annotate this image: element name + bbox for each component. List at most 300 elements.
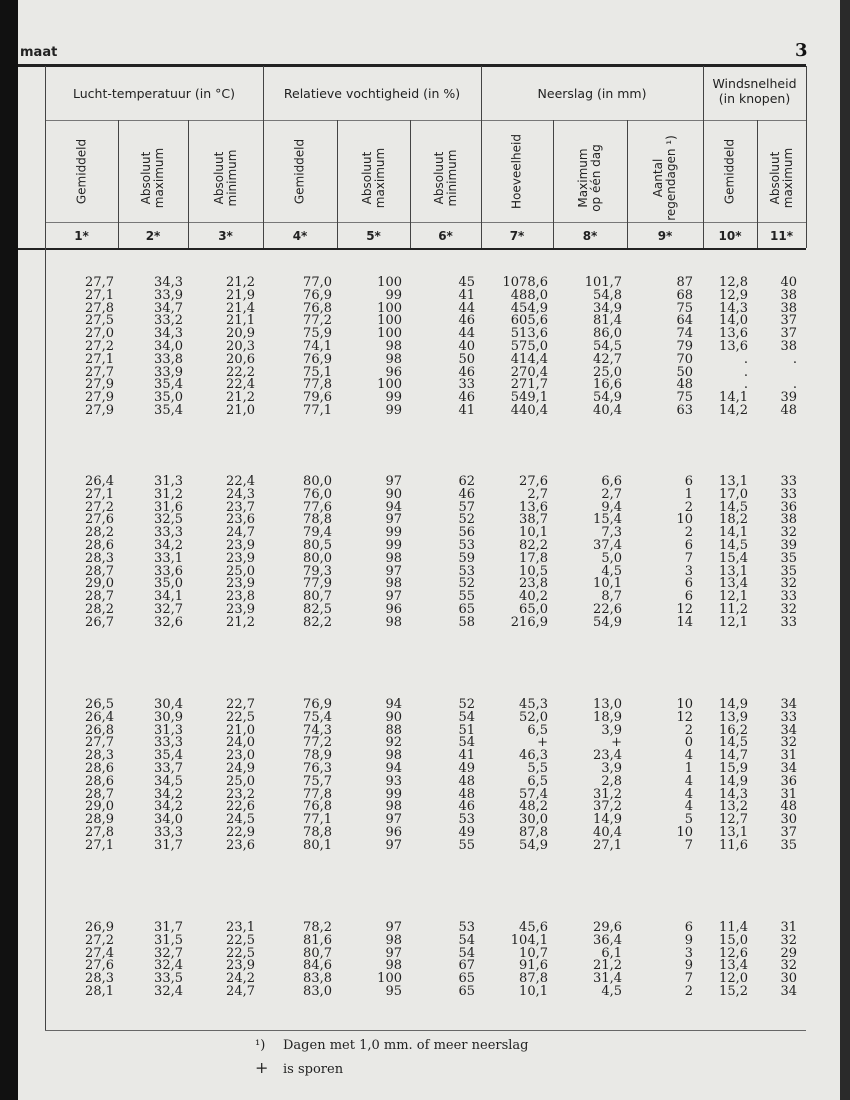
table-cell: 31,3 bbox=[154, 474, 183, 489]
table-cell: 34 bbox=[780, 983, 797, 999]
table-cell: 454,9 bbox=[510, 300, 548, 316]
table-cell: 84,6 bbox=[303, 958, 332, 974]
table-cell: 27,9 bbox=[85, 402, 114, 418]
table-cell: 2 bbox=[684, 525, 693, 541]
table-cell: 14,7 bbox=[719, 748, 748, 764]
table-cell: 57 bbox=[458, 499, 475, 515]
table-cell: 76,9 bbox=[303, 287, 332, 303]
table-cell: 35,4 bbox=[154, 402, 183, 418]
table-cell: 28,6 bbox=[85, 537, 114, 553]
table-cell: 79,4 bbox=[303, 525, 332, 541]
table-cell: 21,2 bbox=[593, 958, 622, 974]
table-cell: 32 bbox=[780, 525, 797, 541]
data-block-3 bbox=[45, 699, 806, 853]
table-cell: 6,1 bbox=[601, 945, 622, 961]
table-cell: 14,9 bbox=[719, 697, 748, 712]
table-cell: 29 bbox=[780, 945, 797, 961]
scan-edge bbox=[0, 0, 18, 1100]
table-cell: 74 bbox=[676, 326, 693, 342]
table-cell: 36 bbox=[780, 773, 797, 789]
data-block-1 bbox=[45, 277, 806, 418]
table-cell: 98 bbox=[385, 932, 402, 948]
table-cell: 36 bbox=[780, 499, 797, 515]
column-header: Gemiddeld bbox=[74, 138, 88, 205]
table-cell: 28,3 bbox=[85, 748, 114, 764]
table-cell: 34,2 bbox=[154, 799, 183, 815]
group-humidity: Relatieve vochtigheid (in %) bbox=[283, 86, 461, 101]
table-cell: . bbox=[743, 351, 748, 367]
table-cell: 21,2 bbox=[226, 390, 255, 406]
table-cell: 77,1 bbox=[303, 812, 332, 828]
table-cell: 440,4 bbox=[510, 402, 548, 418]
table-cell: 54 bbox=[458, 735, 475, 751]
column-number: 8* bbox=[582, 229, 598, 243]
table-cell: 77,9 bbox=[303, 576, 332, 592]
table-cell: 216,9 bbox=[510, 614, 548, 630]
table-cell: 94 bbox=[385, 760, 402, 776]
table-cell: 5,5 bbox=[527, 760, 548, 776]
table-cell: 78,9 bbox=[303, 748, 332, 764]
table-cell: 45,3 bbox=[519, 697, 548, 712]
table-cell: 18,9 bbox=[593, 709, 622, 725]
table-cell: 36,4 bbox=[593, 932, 622, 948]
table-cell: 27,9 bbox=[85, 390, 114, 406]
table-cell: 33 bbox=[780, 474, 797, 489]
table-cell: 6 bbox=[684, 920, 693, 935]
table-cell: 99 bbox=[385, 537, 402, 553]
column-header: Gemiddeld bbox=[292, 138, 307, 205]
table-cell: 32,7 bbox=[154, 945, 183, 961]
table-cell: 27,4 bbox=[85, 945, 114, 961]
table-cell: 32,6 bbox=[154, 614, 183, 630]
table-cell: 40,4 bbox=[593, 824, 622, 840]
table-cell: 27,2 bbox=[85, 499, 114, 515]
table-cell: 30,9 bbox=[154, 709, 183, 725]
table-cell: + bbox=[611, 735, 622, 751]
table-cell: 65,0 bbox=[519, 601, 548, 617]
table-cell: 24,0 bbox=[226, 735, 255, 751]
table-cell: 23,0 bbox=[226, 748, 255, 764]
table-cell: 38 bbox=[780, 300, 797, 316]
table-cell: 22,5 bbox=[226, 709, 255, 725]
running-title: maat bbox=[20, 45, 58, 60]
table-cell: 28,7 bbox=[85, 786, 114, 802]
table-cell: 32 bbox=[780, 576, 797, 592]
table-cell: 48 bbox=[676, 377, 693, 393]
table-cell: 22,6 bbox=[226, 799, 255, 815]
table-cell: 54,9 bbox=[519, 837, 548, 853]
table-cell: 17,0 bbox=[719, 486, 748, 502]
table-cell: 27,6 bbox=[85, 958, 114, 974]
footnote-text: is sporen bbox=[283, 1062, 344, 1077]
table-cell: 15,4 bbox=[593, 512, 622, 528]
table-cell: 65 bbox=[458, 971, 475, 987]
table-cell: 76,9 bbox=[303, 697, 332, 712]
table-cell: 13,2 bbox=[719, 799, 748, 815]
table-cell: 29,0 bbox=[85, 576, 114, 592]
table-cell: 27,8 bbox=[85, 300, 114, 316]
table-cell: 46 bbox=[458, 486, 475, 502]
table-cell: 34,2 bbox=[154, 786, 183, 802]
table-cell: 87 bbox=[676, 275, 693, 290]
table-cell: 34 bbox=[780, 760, 797, 776]
table-cell: 15,0 bbox=[719, 932, 748, 948]
top-rule bbox=[18, 64, 806, 67]
table-cell: 28,1 bbox=[85, 983, 114, 999]
table-cell: 7 bbox=[684, 971, 693, 987]
table-cell: 24,7 bbox=[226, 983, 255, 999]
table-cell: 22,6 bbox=[593, 601, 622, 617]
table-cell: 65 bbox=[458, 983, 475, 999]
table-cell: 53 bbox=[458, 920, 475, 935]
table-cell: 27,1 bbox=[593, 837, 622, 853]
table-cell: 98 bbox=[385, 576, 402, 592]
table-cell: 33 bbox=[780, 614, 797, 630]
table-cell: 25,0 bbox=[226, 773, 255, 789]
table-cell: 46 bbox=[458, 313, 475, 329]
table-cell: 488,0 bbox=[510, 287, 548, 303]
table-cell: 99 bbox=[385, 287, 402, 303]
table-cell: 24,9 bbox=[226, 760, 255, 776]
table-cell: 2,7 bbox=[527, 486, 548, 502]
table-cell: 34 bbox=[780, 697, 797, 712]
table-cell: 97 bbox=[385, 474, 402, 489]
table-cell: 30,4 bbox=[154, 697, 183, 712]
table-cell: 14,5 bbox=[719, 735, 748, 751]
table-cell: 605,6 bbox=[510, 313, 548, 329]
table-cell: 35,0 bbox=[154, 576, 183, 592]
column-number: 5* bbox=[366, 229, 381, 243]
table-cell: 6 bbox=[684, 589, 693, 605]
table-cell: 32 bbox=[780, 601, 797, 617]
table-cell: 80,1 bbox=[303, 837, 332, 853]
table-cell: 33,3 bbox=[154, 824, 183, 840]
table-cell: 65 bbox=[458, 601, 475, 617]
table-cell bbox=[757, 367, 806, 380]
table-cell: 5 bbox=[684, 812, 693, 828]
table-cell: 31 bbox=[780, 786, 797, 802]
table-cell: 23,8 bbox=[226, 589, 255, 605]
table-cell: 14,2 bbox=[719, 402, 748, 418]
table-cell: 21,2 bbox=[226, 614, 255, 630]
table-cell: 26,5 bbox=[85, 697, 114, 712]
table-cell: 14,5 bbox=[719, 537, 748, 553]
table-cell: 22,7 bbox=[226, 697, 255, 712]
table-cell: 33 bbox=[780, 486, 797, 502]
table-cell: 96 bbox=[385, 824, 402, 840]
table-cell: 38 bbox=[780, 287, 797, 303]
table-cell: 11,2 bbox=[719, 601, 748, 617]
table-cell: 42,7 bbox=[593, 351, 622, 367]
table-cell: 77,8 bbox=[303, 377, 332, 393]
table-cell: 26,4 bbox=[85, 709, 114, 725]
table-cell: 94 bbox=[385, 499, 402, 515]
table-cell: 10,5 bbox=[519, 563, 548, 579]
table-cell: 83,8 bbox=[303, 971, 332, 987]
table-cell: 24,7 bbox=[226, 525, 255, 541]
table-cell: 10,1 bbox=[519, 983, 548, 999]
table-cell: 56 bbox=[458, 525, 475, 541]
table-cell: 9 bbox=[684, 958, 693, 974]
table-cell: 33,1 bbox=[154, 550, 183, 566]
column-header: Absoluut maximum bbox=[359, 147, 387, 209]
table-cell: 31,2 bbox=[154, 486, 183, 502]
table-cell: 100 bbox=[377, 275, 402, 290]
table-cell: 80,7 bbox=[303, 589, 332, 605]
table-cell: 7,3 bbox=[601, 525, 622, 541]
table-cell: 23,4 bbox=[593, 748, 622, 764]
table-cell: 23,7 bbox=[226, 499, 255, 515]
table-cell: 75 bbox=[676, 390, 693, 406]
table-cell: 23,2 bbox=[226, 786, 255, 802]
column-divider bbox=[806, 66, 807, 248]
table-cell: 96 bbox=[385, 601, 402, 617]
table-cell: 58 bbox=[458, 614, 475, 630]
table-cell: 14,3 bbox=[719, 300, 748, 316]
table-cell: 33,2 bbox=[154, 313, 183, 329]
table-cell: 10,1 bbox=[519, 525, 548, 541]
table-cell: 40 bbox=[780, 275, 797, 290]
table-cell: 100 bbox=[377, 326, 402, 342]
table-cell: . bbox=[743, 364, 748, 380]
table-cell: 54,9 bbox=[593, 614, 622, 630]
table-cell: 3 bbox=[684, 563, 693, 579]
table-cell: 23,9 bbox=[226, 958, 255, 974]
table-cell: 41 bbox=[458, 402, 475, 418]
table-cell: 35 bbox=[780, 837, 797, 853]
table-cell: 45,6 bbox=[519, 920, 548, 935]
table-cell: 37 bbox=[780, 313, 797, 329]
table-cell: 31,6 bbox=[154, 499, 183, 515]
table-cell: 12,6 bbox=[719, 945, 748, 961]
table-cell: 13,1 bbox=[719, 563, 748, 579]
table-cell: 21,0 bbox=[226, 402, 255, 418]
table-cell: 64 bbox=[676, 313, 693, 329]
table-cell: 4 bbox=[684, 786, 693, 802]
footnote-2 bbox=[255, 1058, 343, 1077]
column-header: Aantal regendagen ¹) bbox=[651, 135, 678, 221]
table-cell: 99 bbox=[385, 402, 402, 418]
table-cell: 96 bbox=[385, 364, 402, 380]
table-cell: 7 bbox=[684, 837, 693, 853]
footnote-mark: + bbox=[255, 1058, 269, 1077]
table-cell: 28,7 bbox=[85, 589, 114, 605]
table-cell: 32,4 bbox=[154, 958, 183, 974]
table-cell: 35 bbox=[780, 563, 797, 579]
table-cell: 2,7 bbox=[601, 486, 622, 502]
table-cell: 33 bbox=[458, 377, 475, 393]
table-cell: 27,5 bbox=[85, 313, 114, 329]
table-cell: 87,8 bbox=[519, 824, 548, 840]
table-cell: 31,4 bbox=[593, 971, 622, 987]
table-cell: 549,1 bbox=[510, 390, 548, 406]
table-cell: 79 bbox=[676, 338, 693, 354]
table-cell: 28,3 bbox=[85, 550, 114, 566]
table-cell: 40,2 bbox=[519, 589, 548, 605]
table-cell: 21,4 bbox=[226, 300, 255, 316]
table-cell: 13,6 bbox=[719, 338, 748, 354]
table-cell: 10 bbox=[676, 512, 693, 528]
table-cell: 6 bbox=[684, 576, 693, 592]
table-cell: 48 bbox=[780, 402, 797, 418]
table-cell: 26,7 bbox=[85, 614, 114, 630]
table-cell: 44 bbox=[458, 300, 475, 316]
table-cell: 3,9 bbox=[601, 722, 622, 738]
table-cell: 98 bbox=[385, 748, 402, 764]
column-number: 10* bbox=[718, 229, 742, 243]
table-cell: 26,4 bbox=[85, 474, 114, 489]
table-cell: 54,9 bbox=[593, 390, 622, 406]
table-cell: 35,0 bbox=[154, 390, 183, 406]
table-cell: 9,4 bbox=[601, 499, 622, 515]
table-cell: 78,2 bbox=[303, 920, 332, 935]
table-cell: 14,1 bbox=[719, 390, 748, 406]
table-cell: 25,0 bbox=[226, 563, 255, 579]
table-cell: 49 bbox=[458, 824, 475, 840]
table-cell: 31 bbox=[780, 748, 797, 764]
table-row bbox=[45, 986, 806, 999]
column-number: 7* bbox=[509, 229, 525, 243]
table-cell: 32,5 bbox=[154, 512, 183, 528]
column-number: 4* bbox=[292, 229, 308, 243]
table-row bbox=[45, 840, 806, 853]
table-cell: 40,4 bbox=[593, 402, 622, 418]
header-bottom-rule bbox=[18, 248, 806, 250]
table-cell: 39 bbox=[780, 390, 797, 406]
table-cell: 10,7 bbox=[519, 945, 548, 961]
column-header: Maximum op één dag bbox=[576, 144, 603, 212]
table-cell: 28,6 bbox=[85, 760, 114, 776]
table-cell: 33,7 bbox=[154, 760, 183, 776]
table-cell: 31,2 bbox=[593, 786, 622, 802]
table-cell: 35 bbox=[780, 550, 797, 566]
table-cell: 26,8 bbox=[85, 722, 114, 738]
table-cell: 27,9 bbox=[85, 377, 114, 393]
column-header: Absoluut minimum bbox=[431, 149, 459, 207]
table-cell: 23,9 bbox=[226, 576, 255, 592]
table-cell: 34,0 bbox=[154, 338, 183, 354]
table-cell: 12,8 bbox=[719, 275, 748, 290]
table-cell: 50 bbox=[676, 364, 693, 380]
table-cell: 27,7 bbox=[85, 735, 114, 751]
table-cell: 10,1 bbox=[593, 576, 622, 592]
table-cell: 12,1 bbox=[719, 614, 748, 630]
table-cell: 8,7 bbox=[601, 589, 622, 605]
table-cell: 30 bbox=[780, 971, 797, 987]
table-cell: 34,2 bbox=[154, 537, 183, 553]
table-cell: 1 bbox=[684, 760, 693, 776]
table-cell: 94 bbox=[385, 697, 402, 712]
table-cell: 13,4 bbox=[719, 576, 748, 592]
table-cell: 76,8 bbox=[303, 799, 332, 815]
table-cell: 21,1 bbox=[226, 313, 255, 329]
table-cell: 49 bbox=[458, 760, 475, 776]
table-cell: 14,1 bbox=[719, 525, 748, 541]
table-cell: 12,1 bbox=[719, 589, 748, 605]
table-cell: 4 bbox=[684, 773, 693, 789]
table-cell: 9 bbox=[684, 932, 693, 948]
table-cell: 28,7 bbox=[85, 563, 114, 579]
table-cell: 13,4 bbox=[719, 958, 748, 974]
table-cell: 54,5 bbox=[593, 338, 622, 354]
group-divider bbox=[45, 120, 806, 121]
table-cell: 33 bbox=[780, 589, 797, 605]
table-cell: 75 bbox=[676, 300, 693, 316]
table-cell: 22,2 bbox=[226, 364, 255, 380]
table-cell: 39 bbox=[780, 537, 797, 553]
table-cell: 31,3 bbox=[154, 722, 183, 738]
data-block-4 bbox=[45, 922, 806, 999]
table-cell: 14,0 bbox=[719, 313, 748, 329]
table-cell: 80,0 bbox=[303, 474, 332, 489]
table-cell: 12 bbox=[676, 601, 693, 617]
table-cell: 67 bbox=[458, 958, 475, 974]
table-cell: 33,6 bbox=[154, 563, 183, 579]
table-cell: 78,8 bbox=[303, 824, 332, 840]
table-cell: 12 bbox=[676, 709, 693, 725]
table-cell: 11,6 bbox=[719, 837, 748, 853]
table-cell: 20,9 bbox=[226, 326, 255, 342]
table-cell: 68 bbox=[676, 287, 693, 303]
table-cell: 54,8 bbox=[593, 287, 622, 303]
table-cell: 17,8 bbox=[519, 550, 548, 566]
table-cell: 97 bbox=[385, 837, 402, 853]
table-cell: 23,6 bbox=[226, 837, 255, 853]
table-cell: 99 bbox=[385, 390, 402, 406]
table-cell: 31,5 bbox=[154, 932, 183, 948]
table-cell: 13,9 bbox=[719, 709, 748, 725]
table-cell: 22,4 bbox=[226, 474, 255, 489]
table-cell: 92 bbox=[385, 735, 402, 751]
table-cell: 575,0 bbox=[510, 338, 548, 354]
table-cell: 15,4 bbox=[719, 550, 748, 566]
table-cell: 12,7 bbox=[719, 812, 748, 828]
table-cell: 12,9 bbox=[719, 287, 748, 303]
table-cell: 33,5 bbox=[154, 971, 183, 987]
table-cell: 74,1 bbox=[303, 338, 332, 354]
table-cell: 33,8 bbox=[154, 351, 183, 367]
table-cell: 20,3 bbox=[226, 338, 255, 354]
table-cell: . bbox=[743, 377, 748, 393]
table-cell: + bbox=[537, 735, 548, 751]
column-header: Absoluut maximum bbox=[139, 147, 166, 209]
table-cell: 24,5 bbox=[226, 812, 255, 828]
table-cell: 7 bbox=[684, 550, 693, 566]
table-cell: 46,3 bbox=[519, 748, 548, 764]
table-cell: 32 bbox=[780, 735, 797, 751]
table-cell: 15,2 bbox=[719, 983, 748, 999]
table-cell: 26,9 bbox=[85, 920, 114, 935]
table-cell: 22,5 bbox=[226, 945, 255, 961]
table-cell: 97 bbox=[385, 945, 402, 961]
column-header: Hoeveelheid bbox=[509, 134, 524, 209]
table-cell: 54 bbox=[458, 945, 475, 961]
table-cell: 1 bbox=[684, 486, 693, 502]
table-cell: 62 bbox=[458, 474, 475, 489]
table-cell: 10 bbox=[676, 824, 693, 840]
table-cell: 15,9 bbox=[719, 760, 748, 776]
table-cell: 27,7 bbox=[85, 364, 114, 380]
table-row bbox=[45, 405, 806, 418]
table-cell: 34 bbox=[780, 722, 797, 738]
table-cell: 99 bbox=[385, 525, 402, 541]
table-cell: 33,9 bbox=[154, 287, 183, 303]
table-cell: 23,8 bbox=[519, 576, 548, 592]
table-cell: 29,0 bbox=[85, 799, 114, 815]
table-cell: 23,6 bbox=[226, 512, 255, 528]
table-cell: 24,2 bbox=[226, 971, 255, 987]
table-cell: 25,0 bbox=[593, 364, 622, 380]
